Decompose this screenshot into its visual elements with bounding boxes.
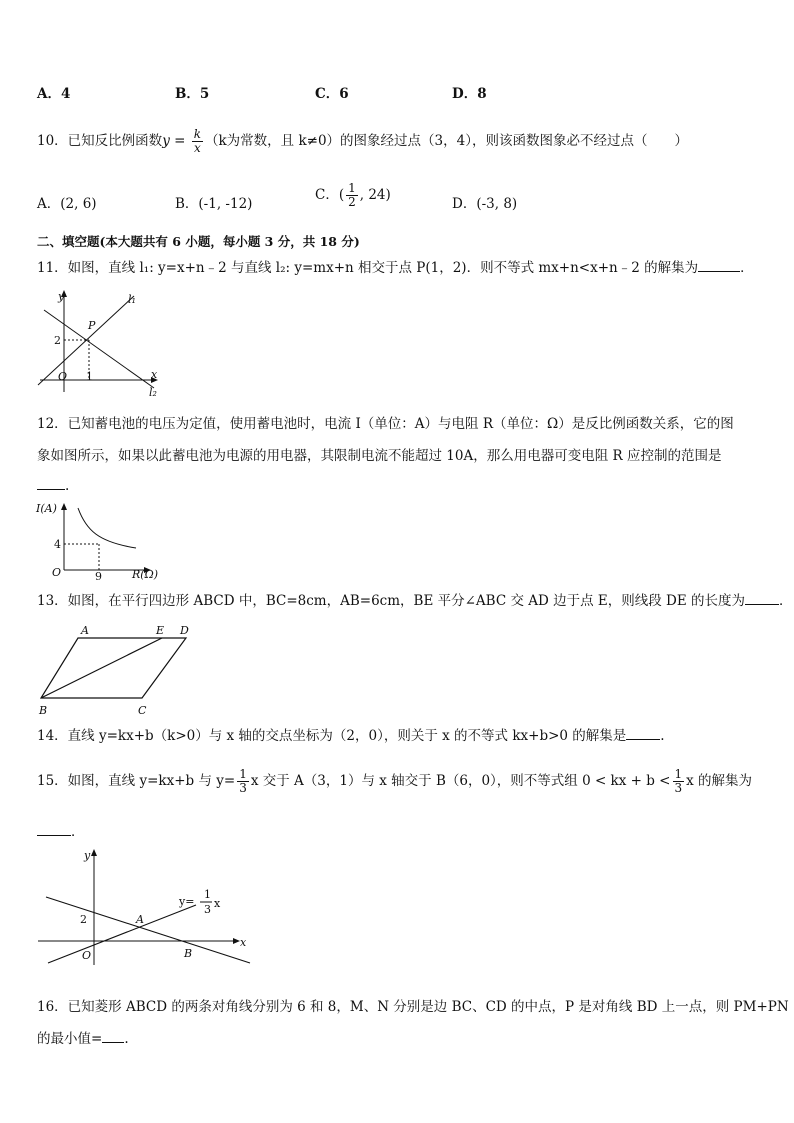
q10-frac-den: x xyxy=(193,141,201,155)
q13-fig-e: E xyxy=(156,624,165,637)
q15-fig-eq: y= xyxy=(179,895,195,908)
q11-fig-l1: l₁ xyxy=(128,293,136,306)
q13-text: 13．如图，在平行四边形 ABCD 中，BC=8cm，AB=6cm，BE 平分∠ABC 交 AD 边于点 E，则线段 DE 的长度为 xyxy=(37,593,746,609)
q9-option-b: B．5 xyxy=(175,86,210,102)
q15-post: x 的解集为 xyxy=(686,773,753,789)
q15-frac-2 xyxy=(673,768,685,795)
q15-frac2-num: 1 xyxy=(674,767,683,781)
q12-end: . xyxy=(65,478,70,494)
q14-answer-blank xyxy=(626,739,660,740)
q15-fig-o: O xyxy=(82,949,92,962)
q10-y: y = xyxy=(162,133,186,149)
q13-fig-b: B xyxy=(39,704,48,717)
q12-fig-4: 4 xyxy=(54,538,61,551)
q11-fig-l2: l₂ xyxy=(149,386,157,399)
q11-answer-blank xyxy=(698,271,740,272)
q10-frac-num: k xyxy=(193,127,201,141)
q15-figure xyxy=(36,845,256,970)
q11-fig-1: 1 xyxy=(86,370,93,383)
q12-fig-9: 9 xyxy=(95,570,102,583)
q15-answer xyxy=(37,823,85,841)
q13-figure xyxy=(36,618,206,718)
q11-figure xyxy=(36,288,166,398)
q13-fig-a: A xyxy=(81,624,89,637)
q13-fig-c: C xyxy=(138,704,147,717)
q10-question xyxy=(37,128,688,155)
q11-fig-p: P xyxy=(88,319,96,332)
q15-frac2-den: 3 xyxy=(674,781,683,795)
q9-option-c: C．6 xyxy=(315,86,349,102)
q15-answer-blank xyxy=(37,835,71,836)
q15-pre: 15．如图，直线 y=kx+b 与 y= xyxy=(37,773,236,789)
q15-fig-b: B xyxy=(184,947,193,960)
q10-k-over-x xyxy=(192,128,203,155)
q12-line1: 12．已知蓄电池的电压为定值，使用蓄电池时，电流 I（单位：A）与电阻 R（单位：Ω）是反比例函数关系，它的图 xyxy=(37,416,734,432)
q11-text: 11．如图，直线 l₁: y=x+n﹣2 与直线 l₂: y=mx+n 相交于点 P(1，2)．则不等式 mx+n<x+n﹣2 的解集为 xyxy=(37,260,699,276)
q15-fig-den: 3 xyxy=(204,903,211,916)
q15-fig-x: x xyxy=(240,936,247,949)
q12-line2: 象如图所示，如果以此蓄电池为电源的用电器，其限制电流不能超过 10A，那么用电器可变电阻 R 应控制的范围是 xyxy=(37,448,722,464)
q15-end: ． xyxy=(71,824,85,840)
q10-c-den: 2 xyxy=(348,195,356,209)
q13-fig-d: D xyxy=(180,624,189,637)
q13-end: ． xyxy=(779,593,793,609)
q9-option-d: D．8 xyxy=(452,86,487,102)
q16-end: . xyxy=(124,1031,129,1047)
q11-fig-o: O xyxy=(58,370,68,383)
q15-mid: x 交于 A（3，1）与 x 轴交于 B（6，0），则不等式组 0 < kx + b < xyxy=(250,773,671,789)
q15-frac1-den: 3 xyxy=(239,781,247,795)
q15-fig-2: 2 xyxy=(80,913,87,926)
q10-option-b: B．(-1, -12) xyxy=(175,196,253,212)
q16-line1: 16．已知菱形 ABCD 的两条对角线分别为 6 和 8，M、N 分别是边 BC、CD 的中点，P 是对角线 BD 上一点，则 PM+PN xyxy=(37,999,789,1015)
q14-question xyxy=(37,727,665,745)
q11-fig-2: 2 xyxy=(54,334,61,347)
q12-fig-xlabel: R(Ω) xyxy=(132,568,158,581)
q11-fig-x: x xyxy=(151,368,158,381)
q15-fig-y: y xyxy=(84,849,91,862)
q12-answer-blank xyxy=(37,489,65,490)
q12-answer xyxy=(37,477,69,495)
q15-fig-a: A xyxy=(136,913,144,926)
q15-fig-xx: x xyxy=(214,897,221,910)
q10-c-frac xyxy=(346,182,358,209)
q14-end: . xyxy=(660,728,665,744)
q10-post: （k为常数，且 k≠0）的图象经过点（3，4），则该函数图象必不经过点（ ） xyxy=(205,133,688,149)
q10-option-c xyxy=(315,182,391,209)
q15-frac-1 xyxy=(237,768,249,795)
q15-question xyxy=(37,768,752,795)
q10-pre: 10．已知反比例函数 xyxy=(37,133,163,149)
q14-text: 14．直线 y=kx+b（k>0）与 x 轴的交点坐标为（2，0），则关于 x 的不等式 kx+b>0 的解集是 xyxy=(37,728,627,744)
q12-fig-o: O xyxy=(52,566,62,579)
q16-line2-text: 的最小值= xyxy=(37,1031,103,1047)
q10-option-a: A．(2, 6) xyxy=(37,196,97,212)
q11-fig-y: y xyxy=(58,290,65,303)
q10-option-d: D．(-3, 8) xyxy=(452,196,518,212)
q11-end: ． xyxy=(740,260,754,276)
q13-answer-blank xyxy=(745,604,779,605)
q13-question xyxy=(37,592,793,610)
q15-frac1-num: 1 xyxy=(239,767,247,781)
q10-c-post: , 24) xyxy=(359,187,391,203)
q15-fig-num: 1 xyxy=(204,888,211,901)
section-heading: 二、填空题(本大题共有 6 小题，每小题 3 分，共 18 分) xyxy=(37,234,360,249)
q9-option-a: A．4 xyxy=(37,86,71,102)
q12-figure xyxy=(36,500,166,582)
q16-line2 xyxy=(37,1030,129,1048)
q12-fig-ylabel: I(A) xyxy=(36,502,57,515)
q16-answer-blank xyxy=(102,1042,124,1043)
q10-c-num: 1 xyxy=(348,181,356,195)
q10-c-pre: C．( xyxy=(315,187,345,203)
q11-question xyxy=(37,259,754,277)
